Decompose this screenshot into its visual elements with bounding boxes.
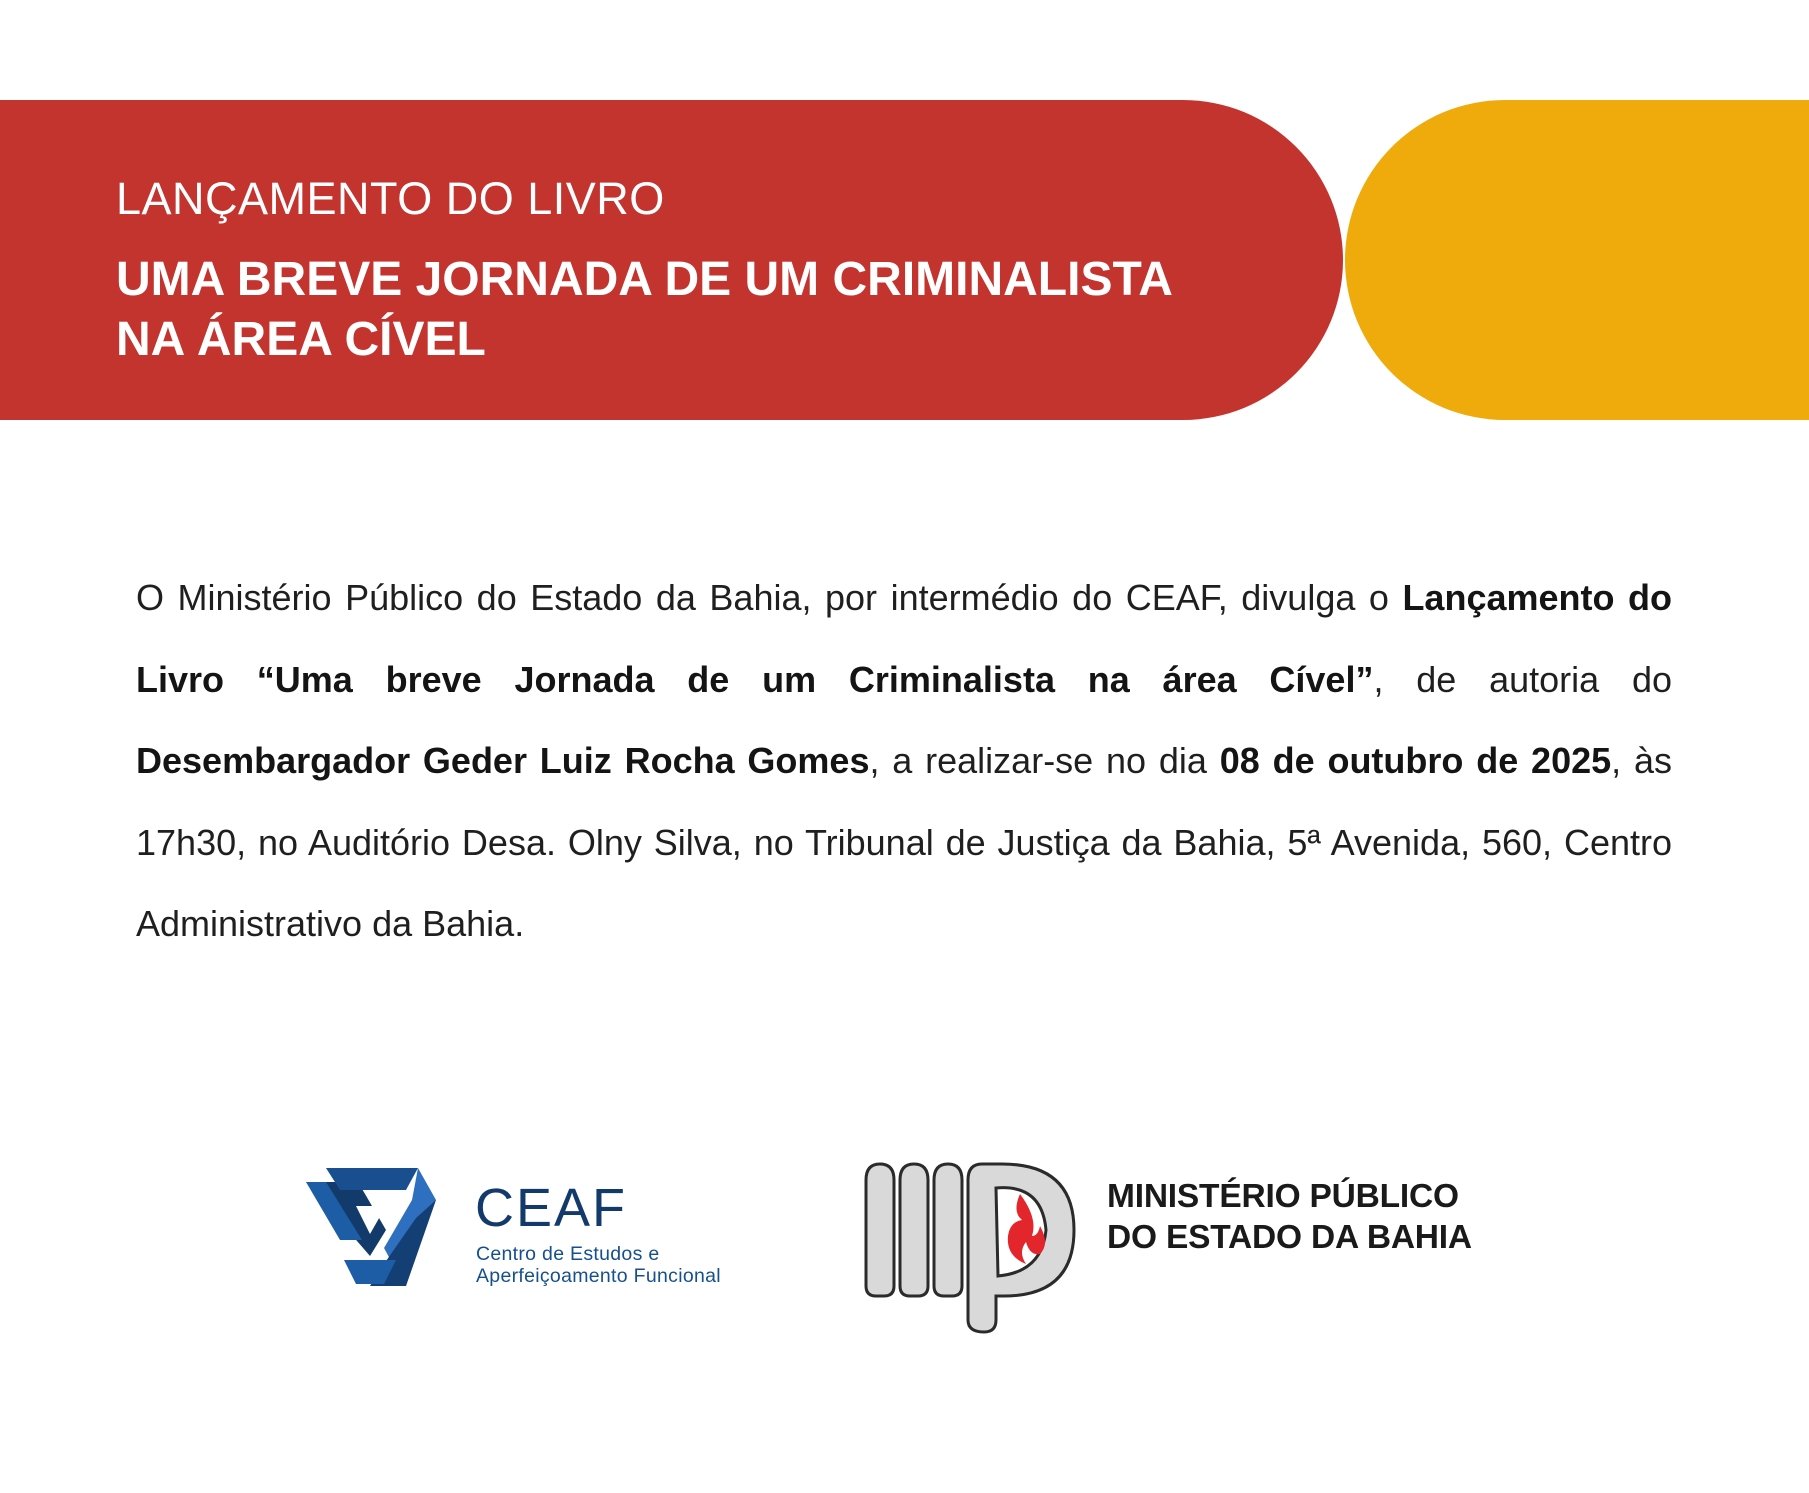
ceaf-name-line-1: Centro de Estudos e [476, 1243, 660, 1265]
ceaf-logo [300, 1160, 770, 1295]
announcement-text [136, 557, 1672, 965]
mp-flame-icon [862, 1160, 1077, 1335]
accent-shape [1345, 100, 1809, 420]
ceaf-full-name [476, 1243, 721, 1287]
book-title [116, 250, 1173, 370]
author-name: Desembargador Geder Luiz Rocha Gomes [136, 740, 870, 781]
mp-name-line-1: MINISTÉRIO PÚBLICO [1107, 1178, 1459, 1215]
announcement-authorship: , de autoria do [1373, 658, 1672, 700]
announcement-intro: O Ministério Público do Estado da Bahia, por intermédio do CEAF, divulga o [136, 577, 1403, 618]
mp-name-line-2: DO ESTADO DA BAHIA [1107, 1219, 1472, 1256]
book-title-line-1: UMA BREVE JORNADA DE UM CRIMINALISTA [116, 253, 1173, 306]
event-name: Lançamento do Livro “Uma breve Jornada de um Criminalista na área Cível” [136, 577, 1672, 700]
ceaf-name-line-2: Aperfeiçoamento Funcional [476, 1265, 721, 1287]
event-location: , às 17h30, no Auditório Desa. Olny Silva, no Tribunal de Justiça da Bahia, 5ª Avenida, 560, Centro Administrativo da Bahia. [136, 740, 1672, 944]
mp-full-name [1107, 1176, 1472, 1258]
event-date: 08 de outubro de 2025 [1219, 740, 1612, 781]
announcement-scheduled: , a realizar-se no dia [869, 740, 1220, 781]
event-kicker: LANÇAMENTO DO LIVRO [116, 173, 665, 224]
book-title-line-2: NA ÁREA CÍVEL [116, 313, 486, 366]
ceaf-triangle-icon [300, 1160, 440, 1295]
mp-logo [862, 1160, 1502, 1335]
ceaf-acronym: CEAF [475, 1178, 628, 1238]
